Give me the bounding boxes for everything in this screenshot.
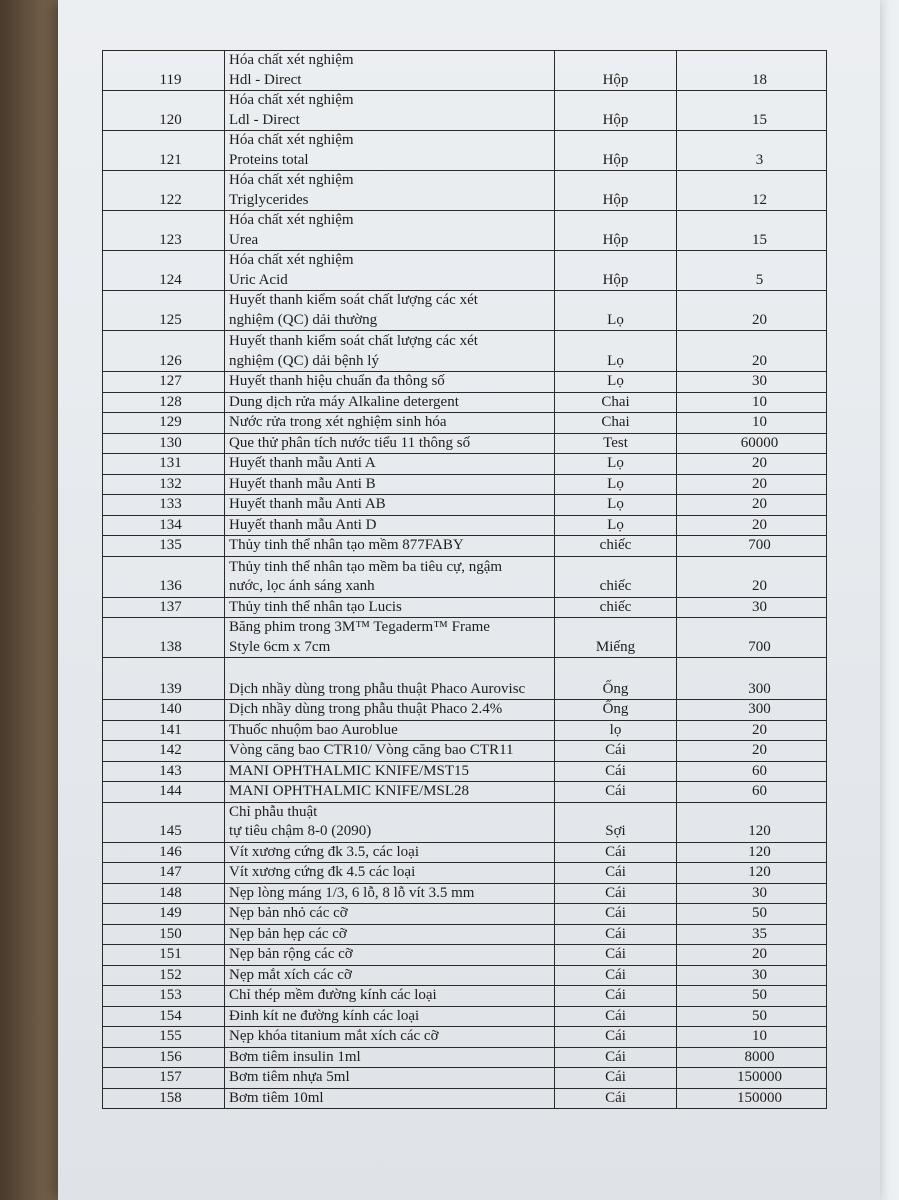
row-number: 141: [103, 720, 225, 741]
item-quantity: 20: [677, 515, 827, 536]
row-number: 130: [103, 433, 225, 454]
item-name: Nẹp khóa titanium mắt xích các cỡ: [225, 1027, 555, 1048]
item-quantity: 15: [677, 211, 827, 251]
item-unit: Cái: [555, 986, 677, 1007]
item-quantity: 50: [677, 986, 827, 1007]
item-name: Dịch nhầy dùng trong phẫu thuật Phaco 2.4%: [225, 700, 555, 721]
item-name: Hóa chất xét nghiệm Hdl - Direct: [225, 51, 555, 91]
item-unit: Miếng: [555, 618, 677, 658]
item-quantity: 8000: [677, 1047, 827, 1068]
item-unit: Cái: [555, 924, 677, 945]
row-number: 148: [103, 883, 225, 904]
row-number: 156: [103, 1047, 225, 1068]
table-row: [103, 945, 827, 966]
item-name: Nẹp bản hẹp các cỡ: [225, 924, 555, 945]
item-name: Thủy tinh thể nhân tạo mềm 877FABY: [225, 536, 555, 557]
item-unit: Cái: [555, 1088, 677, 1109]
item-name: Dịch nhầy dùng trong phẫu thuật Phaco Aurovisc: [225, 658, 555, 700]
item-name: Vít xương cứng đk 3.5, các loại: [225, 842, 555, 863]
row-number: 120: [103, 91, 225, 131]
item-unit: Lọ: [555, 495, 677, 516]
table-row: [103, 91, 827, 131]
item-name: Nước rửa trong xét nghiệm sinh hóa: [225, 413, 555, 434]
row-number: 142: [103, 741, 225, 762]
row-number: 129: [103, 413, 225, 434]
item-quantity: 10: [677, 413, 827, 434]
item-unit: Cái: [555, 782, 677, 803]
row-number: 150: [103, 924, 225, 945]
table-row: [103, 291, 827, 331]
item-unit: Hộp: [555, 131, 677, 171]
item-quantity: 30: [677, 597, 827, 618]
item-quantity: 150000: [677, 1088, 827, 1109]
table-row: [103, 700, 827, 721]
item-unit: Cái: [555, 741, 677, 762]
supply-table: [102, 50, 827, 1109]
table-row: [103, 597, 827, 618]
table-row: [103, 618, 827, 658]
item-quantity: 20: [677, 720, 827, 741]
item-unit: Test: [555, 433, 677, 454]
row-number: 153: [103, 986, 225, 1007]
item-unit: Lọ: [555, 331, 677, 372]
item-name: Hóa chất xét nghiệm Ldl - Direct: [225, 91, 555, 131]
item-name: Vòng căng bao CTR10/ Vòng căng bao CTR11: [225, 741, 555, 762]
item-unit: Hộp: [555, 171, 677, 211]
item-unit: chiếc: [555, 556, 677, 597]
item-quantity: 30: [677, 965, 827, 986]
table-row: [103, 454, 827, 475]
table-row: [103, 883, 827, 904]
item-name: Nẹp bản rộng các cỡ: [225, 945, 555, 966]
item-quantity: 30: [677, 883, 827, 904]
table-row: [103, 372, 827, 393]
item-quantity: 60: [677, 782, 827, 803]
item-name: Chỉ thép mềm đường kính các loại: [225, 986, 555, 1007]
row-number: 138: [103, 618, 225, 658]
item-unit: Lọ: [555, 372, 677, 393]
item-unit: Cái: [555, 965, 677, 986]
row-number: 144: [103, 782, 225, 803]
item-quantity: 30: [677, 372, 827, 393]
item-unit: chiếc: [555, 536, 677, 557]
table-row: [103, 986, 827, 1007]
table-row: [103, 658, 827, 700]
row-number: 124: [103, 251, 225, 291]
table-row: [103, 211, 827, 251]
item-quantity: 10: [677, 1027, 827, 1048]
item-name: Huyết thanh hiệu chuẩn đa thông số: [225, 372, 555, 393]
table-body: [103, 51, 827, 1109]
table-row: [103, 1006, 827, 1027]
item-unit: chiếc: [555, 597, 677, 618]
table-row: [103, 331, 827, 372]
item-unit: Cái: [555, 904, 677, 925]
row-number: 135: [103, 536, 225, 557]
row-number: 136: [103, 556, 225, 597]
row-number: 131: [103, 454, 225, 475]
item-name: Nẹp lòng máng 1/3, 6 lỗ, 8 lỗ vít 3.5 mm: [225, 883, 555, 904]
table-row: [103, 965, 827, 986]
table-row: [103, 433, 827, 454]
table-row: [103, 131, 827, 171]
item-quantity: 20: [677, 556, 827, 597]
item-unit: Ống: [555, 700, 677, 721]
item-name: Bơm tiêm 10ml: [225, 1088, 555, 1109]
item-name: Bơm tiêm insulin 1ml: [225, 1047, 555, 1068]
row-number: 155: [103, 1027, 225, 1048]
item-quantity: 700: [677, 536, 827, 557]
table-row: [103, 863, 827, 884]
row-number: 134: [103, 515, 225, 536]
item-name: Hóa chất xét nghiệm Urea: [225, 211, 555, 251]
item-unit: Cái: [555, 761, 677, 782]
item-unit: Lọ: [555, 515, 677, 536]
item-name: Nẹp bản nhỏ các cỡ: [225, 904, 555, 925]
table-row: [103, 720, 827, 741]
item-quantity: 35: [677, 924, 827, 945]
table-row: [103, 1047, 827, 1068]
item-quantity: 300: [677, 700, 827, 721]
item-name: Chỉ phẫu thuật tự tiêu chậm 8-0 (2090): [225, 802, 555, 842]
table-row: [103, 842, 827, 863]
item-unit: Cái: [555, 1068, 677, 1089]
table-row: [103, 802, 827, 842]
item-name: Que thử phân tích nước tiểu 11 thông số: [225, 433, 555, 454]
item-name: Dung dịch rửa máy Alkaline detergent: [225, 392, 555, 413]
table-row: [103, 556, 827, 597]
table-row: [103, 741, 827, 762]
item-unit: Lọ: [555, 291, 677, 331]
item-name: Bơm tiêm nhựa 5ml: [225, 1068, 555, 1089]
item-name: Hóa chất xét nghiệm Triglycerides: [225, 171, 555, 211]
table-row: [103, 251, 827, 291]
item-name: MANI OPHTHALMIC KNIFE/MSL28: [225, 782, 555, 803]
item-unit: Hộp: [555, 91, 677, 131]
table-row: [103, 924, 827, 945]
item-name: Vít xương cứng đk 4.5 các loại: [225, 863, 555, 884]
row-number: 127: [103, 372, 225, 393]
item-quantity: 20: [677, 495, 827, 516]
table-row: [103, 1088, 827, 1109]
table-row: [103, 904, 827, 925]
row-number: 147: [103, 863, 225, 884]
row-number: 132: [103, 474, 225, 495]
item-quantity: 50: [677, 1006, 827, 1027]
item-quantity: 300: [677, 658, 827, 700]
item-unit: Hộp: [555, 251, 677, 291]
item-quantity: 12: [677, 171, 827, 211]
item-unit: Cái: [555, 945, 677, 966]
item-unit: Chai: [555, 392, 677, 413]
item-name: Hóa chất xét nghiệm Proteins total: [225, 131, 555, 171]
row-number: 122: [103, 171, 225, 211]
item-name: MANI OPHTHALMIC KNIFE/MST15: [225, 761, 555, 782]
item-unit: Cái: [555, 842, 677, 863]
item-quantity: 3: [677, 131, 827, 171]
item-name: Băng phim trong 3M™ Tegaderm™ Frame Style 6cm x 7cm: [225, 618, 555, 658]
table-row: [103, 474, 827, 495]
table-row: [103, 392, 827, 413]
row-number: 158: [103, 1088, 225, 1109]
table-row: [103, 782, 827, 803]
row-number: 151: [103, 945, 225, 966]
row-number: 146: [103, 842, 225, 863]
table-row: [103, 536, 827, 557]
item-unit: Lọ: [555, 474, 677, 495]
item-unit: Chai: [555, 413, 677, 434]
item-quantity: 60: [677, 761, 827, 782]
item-quantity: 120: [677, 802, 827, 842]
row-number: 128: [103, 392, 225, 413]
row-number: 152: [103, 965, 225, 986]
row-number: 145: [103, 802, 225, 842]
item-name: Huyết thanh mẫu Anti AB: [225, 495, 555, 516]
item-quantity: 700: [677, 618, 827, 658]
row-number: 121: [103, 131, 225, 171]
row-number: 143: [103, 761, 225, 782]
item-quantity: 50: [677, 904, 827, 925]
item-quantity: 20: [677, 945, 827, 966]
table-row: [103, 171, 827, 211]
table-row: [103, 495, 827, 516]
item-quantity: 10: [677, 392, 827, 413]
item-name: Hóa chất xét nghiệm Uric Acid: [225, 251, 555, 291]
row-number: 137: [103, 597, 225, 618]
item-unit: Cái: [555, 883, 677, 904]
item-name: Huyết thanh mẫu Anti B: [225, 474, 555, 495]
item-quantity: 5: [677, 251, 827, 291]
item-unit: Hộp: [555, 51, 677, 91]
item-unit: Cái: [555, 863, 677, 884]
item-quantity: 120: [677, 842, 827, 863]
item-name: Thủy tinh thể nhân tạo mềm ba tiêu cự, ngậm nước, lọc ánh sáng xanh: [225, 556, 555, 597]
item-unit: Cái: [555, 1027, 677, 1048]
item-quantity: 20: [677, 454, 827, 475]
item-quantity: 20: [677, 474, 827, 495]
row-number: 133: [103, 495, 225, 516]
item-name: Huyết thanh mẫu Anti A: [225, 454, 555, 475]
row-number: 157: [103, 1068, 225, 1089]
item-quantity: 120: [677, 863, 827, 884]
item-quantity: 60000: [677, 433, 827, 454]
row-number: 139: [103, 658, 225, 700]
row-number: 125: [103, 291, 225, 331]
row-number: 140: [103, 700, 225, 721]
item-unit: Hộp: [555, 211, 677, 251]
item-name: Đinh kít ne đường kính các loại: [225, 1006, 555, 1027]
item-quantity: 20: [677, 741, 827, 762]
item-unit: Cái: [555, 1047, 677, 1068]
table-row: [103, 1068, 827, 1089]
item-quantity: 150000: [677, 1068, 827, 1089]
table-row: [103, 515, 827, 536]
row-number: 126: [103, 331, 225, 372]
item-name: Huyết thanh mẫu Anti D: [225, 515, 555, 536]
item-name: Huyết thanh kiểm soát chất lượng các xét nghiệm (QC) dải bệnh lý: [225, 331, 555, 372]
item-quantity: 20: [677, 331, 827, 372]
table-row: [103, 413, 827, 434]
item-unit: lọ: [555, 720, 677, 741]
table-row: [103, 761, 827, 782]
item-unit: Ống: [555, 658, 677, 700]
item-quantity: 20: [677, 291, 827, 331]
table-row: [103, 51, 827, 91]
item-name: Huyết thanh kiểm soát chất lượng các xét nghiệm (QC) dải thường: [225, 291, 555, 331]
row-number: 154: [103, 1006, 225, 1027]
item-name: Thủy tinh thể nhân tạo Lucis: [225, 597, 555, 618]
item-name: Thuốc nhuộm bao Auroblue: [225, 720, 555, 741]
table-row: [103, 1027, 827, 1048]
item-unit: Lọ: [555, 454, 677, 475]
item-quantity: 15: [677, 91, 827, 131]
item-name: Nẹp mắt xích các cỡ: [225, 965, 555, 986]
row-number: 119: [103, 51, 225, 91]
row-number: 149: [103, 904, 225, 925]
item-quantity: 18: [677, 51, 827, 91]
item-unit: Cái: [555, 1006, 677, 1027]
item-unit: Sợi: [555, 802, 677, 842]
row-number: 123: [103, 211, 225, 251]
